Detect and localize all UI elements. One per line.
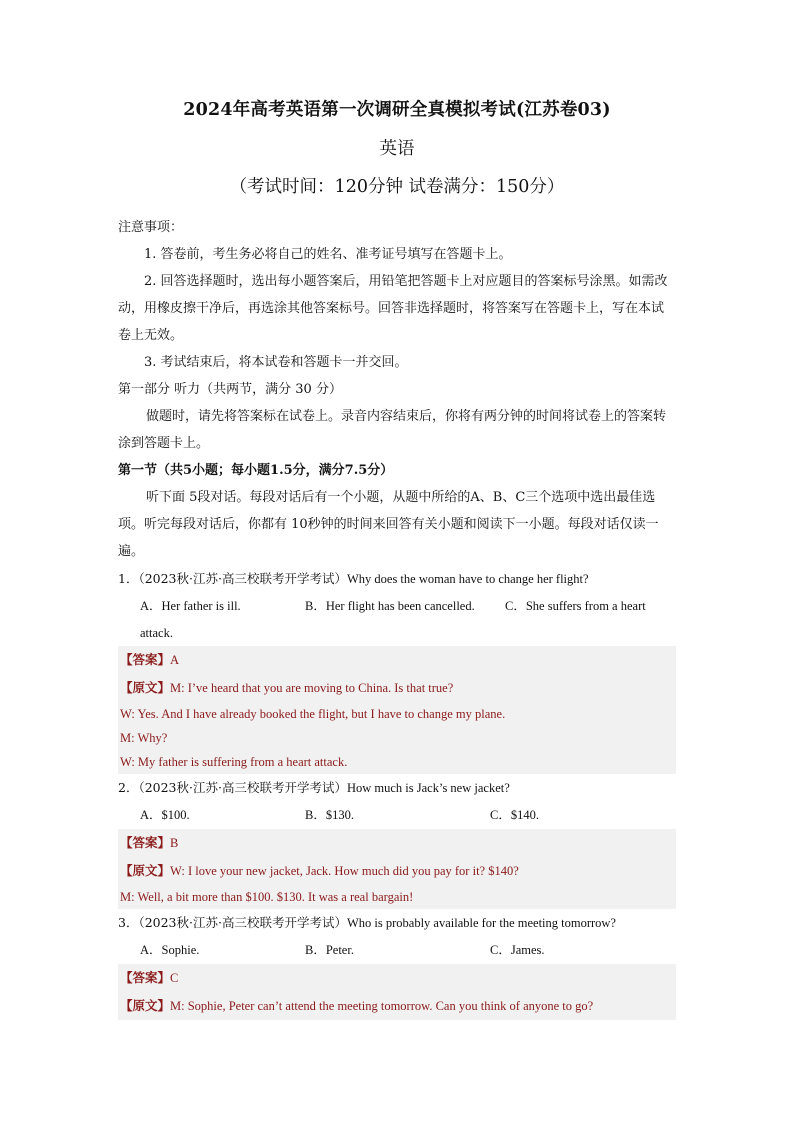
question-1 xyxy=(118,565,676,774)
script-line xyxy=(120,857,676,885)
question-stem xyxy=(118,909,676,937)
script-line: W: My father is suffering from a heart attack. xyxy=(120,755,348,769)
answer-box xyxy=(118,646,676,774)
answer-value: C xyxy=(170,971,179,985)
note-item-3: 3. 考试结束后，将本试卷和答题卡一并交回。 xyxy=(144,355,408,370)
option-b: B．Peter. xyxy=(305,943,354,957)
answer-tag: 【答案】 xyxy=(120,835,171,850)
notes-section xyxy=(118,214,676,376)
script-text: M: Sophie, Peter can’t attend the meeting tomorrow. Can you think of anyone to go? xyxy=(170,999,594,1013)
page-title: 2024年高考英语第一次调研全真模拟考试(江苏卷03) xyxy=(183,100,611,120)
script-tag: 【原文】 xyxy=(120,680,171,695)
option-a: A．Sophie. xyxy=(140,943,200,957)
question-source: 1．（2023秋·江苏·高三校联考开学考试） xyxy=(118,571,347,586)
option-b: B．Her flight has been cancelled. xyxy=(305,599,475,613)
subject-heading: 英语 xyxy=(379,139,415,159)
options-row xyxy=(118,593,676,620)
question-text: Why does the woman have to change her flight? xyxy=(346,572,589,586)
option-a: A．Her father is ill. xyxy=(140,599,241,613)
option-b: B．$130. xyxy=(305,808,354,822)
exam-page xyxy=(118,96,676,1020)
script-tag: 【原文】 xyxy=(120,998,171,1013)
option-c-continued: attack. xyxy=(140,626,173,640)
note-item-2: 2. 回答选择题时，选出每小题答案后，用铅笔把答题卡上对应题目的答案标号涂黑。如需改动，用橡皮擦干净后，再选涂其他答案标号。回答非选择题时，将答案写在答题卡上，写在本试卷上无效。 xyxy=(118,274,668,343)
script-line xyxy=(120,674,676,702)
section1-heading: 第一节（共5小题；每小题1.5分，满分7.5分） xyxy=(118,463,394,478)
options-row xyxy=(118,937,676,964)
answer-box xyxy=(118,829,676,909)
script-line: M: Why? xyxy=(120,731,168,745)
script-line: W: Yes. And I have already booked the flight, but I have to change my plane. xyxy=(120,707,506,721)
part1-heading: 第一部分 听力（共两节，满分 30 分） xyxy=(118,382,342,397)
options-row xyxy=(118,802,676,829)
part1-section xyxy=(118,376,676,565)
option-c: C．James. xyxy=(490,943,545,957)
answer-value: B xyxy=(170,836,179,850)
script-tag: 【原文】 xyxy=(120,863,171,878)
answer-line xyxy=(120,829,676,857)
answer-tag: 【答案】 xyxy=(120,970,171,985)
answer-line xyxy=(120,646,676,674)
answer-line xyxy=(120,964,676,992)
question-text: Who is probably available for the meeting tomorrow? xyxy=(346,916,616,930)
option-c: C．$140. xyxy=(490,808,539,822)
question-stem xyxy=(118,565,676,593)
script-text: W: I love your new jacket, Jack. How much did you pay for it? $140? xyxy=(170,864,519,878)
notes-heading: 注意事项： xyxy=(118,220,184,235)
option-a: A．$100. xyxy=(140,808,190,822)
question-stem xyxy=(118,774,676,802)
note-item-1: 1. 答卷前，考生务必将自己的姓名、准考证号填写在答题卡上。 xyxy=(144,247,512,262)
script-text: M: I’ve heard that you are moving to China. Is that true? xyxy=(170,681,454,695)
answer-box xyxy=(118,964,676,1020)
question-source: 3．（2023秋·江苏·高三校联考开学考试） xyxy=(118,915,347,930)
section1-intro: 听下面 5段对话。每段对话后有一个小题，从题中所给的A、B、C三个选项中选出最佳选项。听完每段对话后，你都有 10秒钟的时间来回答有关小题和阅读下一小题。每段对话仅读一遍。 xyxy=(118,490,659,559)
question-text: How much is Jack’s new jacket? xyxy=(346,781,510,795)
script-line: M: Well, a bit more than $100. $130. It was a real bargain! xyxy=(120,890,414,904)
exam-time-score: （考试时间：120分钟 试卷满分：150分） xyxy=(229,177,565,197)
answer-tag: 【答案】 xyxy=(120,652,171,667)
question-2 xyxy=(118,774,676,909)
script-line xyxy=(120,992,676,1020)
question-source: 2．（2023秋·江苏·高三校联考开学考试） xyxy=(118,780,347,795)
question-3 xyxy=(118,909,676,1020)
answer-value: A xyxy=(170,653,180,667)
option-c: C．She suffers from a heart xyxy=(505,599,646,613)
part1-intro: 做题时，请先将答案标在试卷上。录音内容结束后，你将有两分钟的时间将试卷上的答案转涂到答题卡上。 xyxy=(118,409,667,451)
